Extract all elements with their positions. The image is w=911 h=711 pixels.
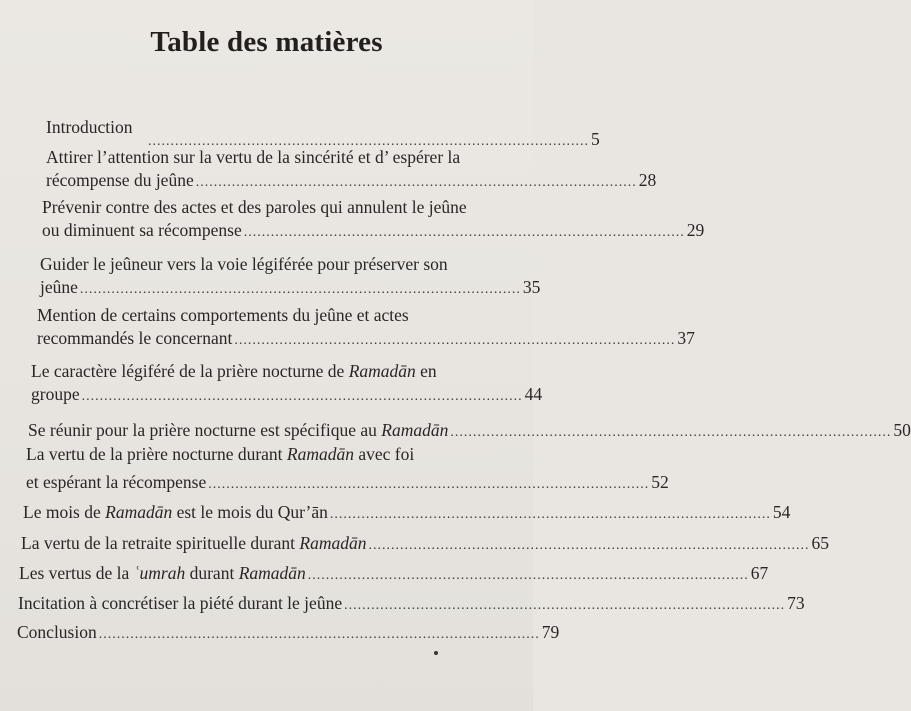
toc-entry-text: ou diminuent sa récompense <box>42 220 242 240</box>
dot-leader: .................................................................................................. <box>243 225 685 240</box>
toc-page-number: 37 <box>677 328 695 348</box>
toc-entry-sincerite-cont <box>46 169 657 194</box>
dot-leader: .................................................................................................. <box>98 627 540 642</box>
toc-entry-text: Les vertus de la ʿumrah durant Ramadān <box>19 563 306 583</box>
page-title: Table des matières <box>150 26 383 58</box>
toc-page-number: 79 <box>541 622 560 642</box>
dot-leader: .................................................................................................. <box>329 507 771 522</box>
toc-entry-text: jeûne <box>40 277 78 297</box>
dot-leader: .................................................................................................. <box>368 538 810 553</box>
toc-entry-mention <box>37 304 499 326</box>
toc-entry-caractere-cont <box>31 383 543 408</box>
toc-page-number: 29 <box>686 220 705 240</box>
toc-page-number: 73 <box>787 593 805 613</box>
toc-page-number: 67 <box>750 563 769 583</box>
dot-leader: .................................................................................................. <box>234 333 676 348</box>
toc-entry-text: Le mois de Ramadān est le mois du Qur’ān <box>23 502 328 522</box>
dot-leader: .................................................................................................. <box>79 282 521 297</box>
toc-entry-incitation <box>18 592 805 617</box>
toc-page-number: 54 <box>772 502 791 522</box>
dot-leader: .................................................................................................. <box>307 568 749 583</box>
toc-entry-sincerite <box>46 146 498 168</box>
toc-entry-retraite <box>21 532 829 557</box>
toc-entry-guider-cont <box>40 276 541 301</box>
toc-entry-text: récompense du jeûne <box>46 170 194 190</box>
toc-entry-text: Guider le jeûneur vers la voie légiférée pour préserver son <box>40 254 448 274</box>
dot-leader: .................................................................................................. <box>450 425 892 440</box>
toc-entry-vertu-priere <box>26 443 500 465</box>
toc-entry-text: et espérant la récompense <box>26 472 207 492</box>
toc-entry-se-reunir <box>28 419 911 444</box>
toc-entry-vertu-priere-cont <box>26 471 669 496</box>
toc-entry-text: Le caractère légiféré de la prière nocturne de Ramadān en <box>31 361 437 381</box>
toc-entry-umrah <box>19 562 769 587</box>
toc-page-number: 44 <box>524 384 543 404</box>
toc-entry-text: Incitation à concrétiser la piété durant le jeûne <box>18 593 343 613</box>
dot-leader: .................................................................................................. <box>81 389 523 404</box>
ink-dot <box>434 651 438 655</box>
toc-page-number: 35 <box>522 277 541 297</box>
toc-entry-text: La vertu de la prière nocturne durant Ramadān avec foi <box>26 444 415 464</box>
toc-page-number: 50 <box>893 420 911 440</box>
toc-entry-text: Introduction <box>46 117 133 137</box>
toc-entry-text: groupe <box>31 384 80 404</box>
toc-entry-text: recommandés le concernant <box>37 328 233 348</box>
toc-page-number: 5 <box>591 129 600 149</box>
toc-page-number: 28 <box>638 170 657 190</box>
dot-leader: .................................................................................................. <box>344 598 786 613</box>
toc-entry-caractere <box>31 360 499 382</box>
toc-page-number: 65 <box>811 533 829 553</box>
toc-entry-text: Attirer l’attention sur la vertu de la sincérité et d’ espérer la <box>46 147 461 167</box>
toc-entry-mention-cont <box>37 327 695 352</box>
toc-entry-text: Conclusion <box>17 622 97 642</box>
toc-entry-mois <box>23 501 791 526</box>
dot-leader: .................................................................................................. <box>148 134 589 149</box>
toc-entry-guider <box>40 253 500 275</box>
toc-entry-text: Se réunir pour la prière nocturne est spécifique au Ramadān <box>28 420 449 440</box>
dot-leader: .................................................................................................. <box>195 175 637 190</box>
toc-entry-prevenir <box>42 196 500 218</box>
toc-entry-prevenir-cont <box>42 219 705 244</box>
toc-page-number: 52 <box>651 472 669 492</box>
toc-entry-text: Prévenir contre des actes et des paroles qui annulent le jeûne <box>42 197 467 217</box>
dot-leader: .................................................................................................. <box>208 477 650 492</box>
toc-entry-conclusion <box>17 621 560 646</box>
toc-entry-text: La vertu de la retraite spirituelle durant Ramadān <box>21 533 367 553</box>
toc-entry-text: Mention de certains comportements du jeûne et actes <box>37 305 409 325</box>
